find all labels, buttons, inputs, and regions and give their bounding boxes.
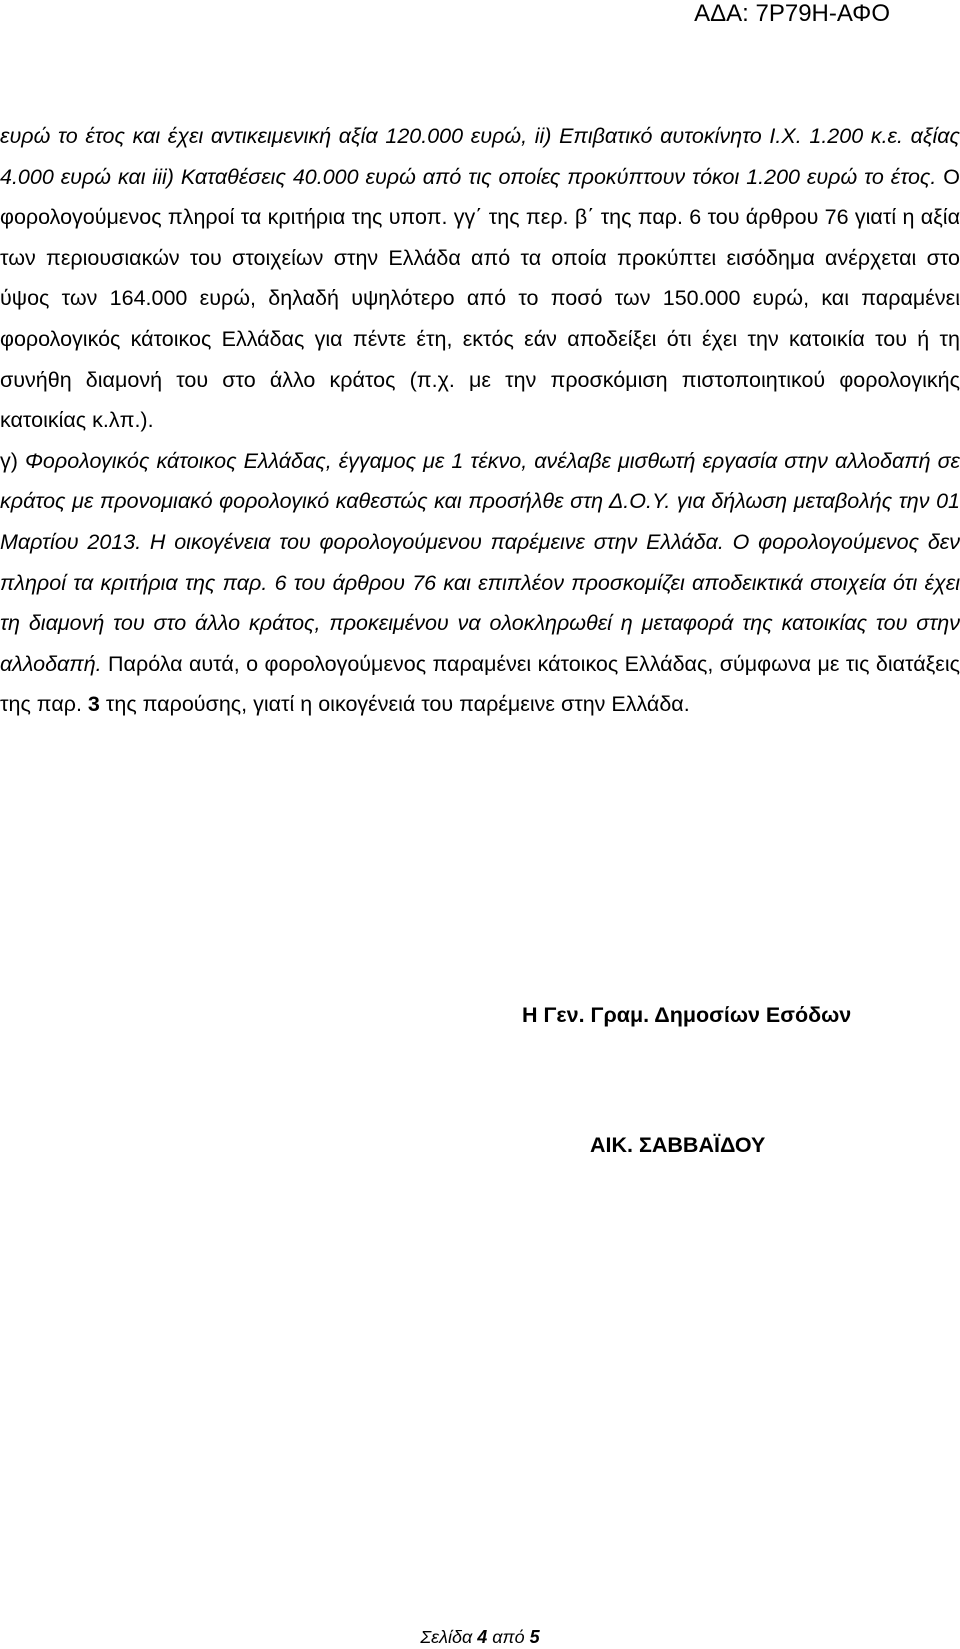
page-number: 4 (477, 1627, 488, 1647)
bold-reference: 3 (87, 692, 100, 717)
paragraph-text: Παρόλα αυτά, ο φορολογούμενος παραμένει κάτοικος Ελλάδας, σύμφωνα με τις διατάξεις της παρ. (0, 651, 960, 717)
signatory-name: ΑΙΚ. ΣΑΒΒΑΪΔΟΥ (590, 1133, 766, 1157)
document-body (0, 116, 960, 725)
signatory-title: Η Γεν. Γραμ. Δημοσίων Εσόδων (522, 1003, 852, 1027)
ada-code: ΑΔΑ: 7Ρ79Η-ΑΦΟ (694, 0, 890, 27)
paragraph-text: της παρούσης, γιατί η οικογένειά του παρέμεινε στην Ελλάδα. (99, 692, 690, 717)
page-label: Σελίδα (420, 1627, 478, 1647)
paragraph-example-c (0, 441, 960, 725)
paragraph-text: Ο φορολογούμενος πληροί τα κριτήρια της υποπ. γγ΄ της περ. β΄ της παρ. 6 του άρθρου 76 γιατί η αξία των περιουσιακών του στοιχείων στην Ελλάδα από τα οποία προκύπτει εισόδημα ανέρχεται στο ύψος των 164.000 ευρώ, δηλαδή υψηλότερο από το ποσό των 150.000 ευρώ, και παραμένει φορολογικός κάτοικος Ελλάδας για πέντε έτη, εκτός εάν αποδείξει ότι έχει την κατοικία του ή τη συνήθη διαμονή του στο άλλο κράτος (π.χ. με την προσκόμιση πιστοποιητικού φορολογικής κατοικίας κ.λπ.). (0, 164, 960, 433)
page-footer (0, 1626, 960, 1648)
italic-example-text: ευρώ το έτος και έχει αντικειμενική αξία 120.000 ευρώ, ii) Επιβατικό αυτοκίνητο Ι.Χ. 1.200 κ.ε. αξίας 4.000 ευρώ και iii) Καταθέσεις 40.000 ευρώ από τις οποίες προκύπτουν τόκοι 1.200 ευρώ το έτος. (0, 124, 960, 189)
list-marker: γ) (0, 448, 25, 473)
page-of-label: από (487, 1627, 530, 1647)
paragraph-continuation (0, 116, 960, 441)
italic-example-text: Φορολογικός κάτοικος Ελλάδας, έγγαμος με 1 τέκνο, ανέλαβε μισθωτή εργασία στην αλλοδαπή σε κράτος με προνομιακό φορολογικό καθεστώς και προσήλθε στη Δ.Ο.Υ. για δήλωση μεταβολής την 01 Μαρτίου 2013. Η οικογένεια του φορολογούμενου παρέμεινε στην Ελλάδα. Ο φορολογούμενος δεν πληροί τα κριτήρια της παρ. 6 του άρθρου 76 και επιπλέον προσκομίζει αποδεικτικά στοιχεία ότι έχει τη διαμονή του στο άλλο κράτος, προκειμένου να ολοκληρωθεί η μεταφορά της κατοικίας του στην αλλοδαπή. (0, 448, 960, 676)
page-total: 5 (529, 1627, 540, 1647)
